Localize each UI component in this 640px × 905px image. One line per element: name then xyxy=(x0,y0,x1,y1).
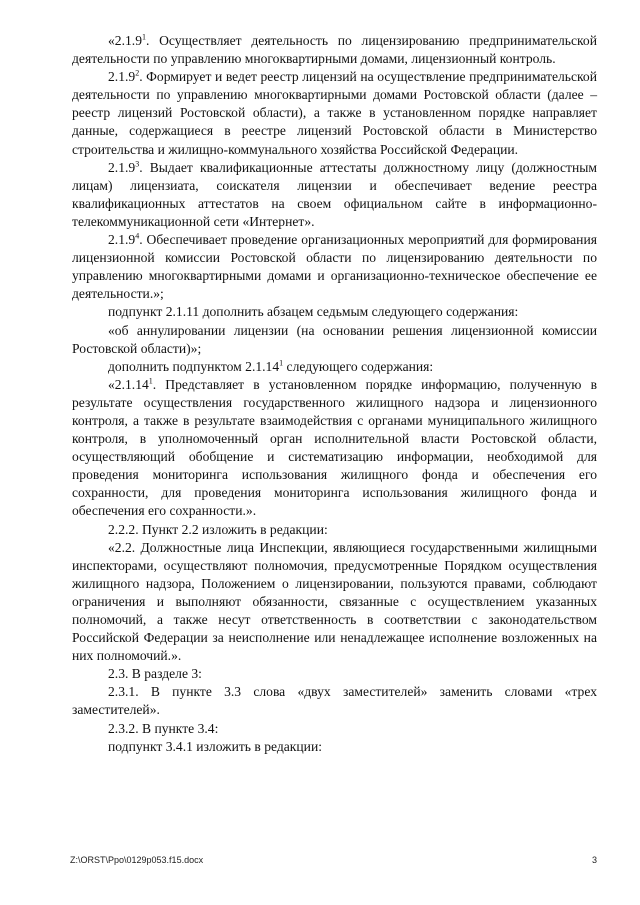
paragraph-2-3-1: 2.3.1. В пункте 3.3 слова «двух заместителей» заменить словами «трех заместителей». xyxy=(72,684,597,718)
paragraph-2-2-2: 2.2.2. Пункт 2.2 изложить в редакции: xyxy=(108,521,328,537)
file-path: Z:\ORST\Ppo\0129p053.f15.docx xyxy=(70,855,204,865)
page-footer xyxy=(70,855,597,865)
paragraph-2-1-9-2: 2.1.9$^2$. Формирует и ведет реестр лицензий на осуществление предпринимательской деятельности по управлению многоквартирными домами Ростовской области (далее – реестр лицензий Ростовской области), а также в установленном порядке направляет данные, содержащиеся в реестре лицензий Ростовской области в Министерство строительства и жилищно-коммунального хозяйства Российской Федерации. xyxy=(72,68,597,157)
paragraph-2-3: 2.3. В разделе 3: xyxy=(108,666,202,682)
paragraph-3-4-1: подпункт 3.4.1 изложить в редакции: xyxy=(108,738,323,754)
paragraph-subpoint-2-1-11: подпункт 2.1.11 дополнить абзацем седьмым следующего содержания: xyxy=(108,304,519,320)
paragraph-2-3-2: 2.3.2. В пункте 3.4: xyxy=(108,720,219,736)
paragraph-2-1-9-1: «2.1.9$^1$. Осуществляет деятельность по лицензированию предпринимательской деятельности по управлению многоквартирными домами, лицензионный контроль. xyxy=(72,32,597,67)
paragraph-2-1-9-4: 2.1.9$^4$. Обеспечивает проведение организационных мероприятий для формирования лицензионной комиссии Ростовской области по лицензированию деятельности по управлению многоквартирными домами и организационно-техническое обеспечение ее деятельности.»; xyxy=(72,231,597,302)
paragraph-2-2: «2.2. Должностные лица Инспекции, являющиеся государственными жилищными инспекторами, осуществляют полномочия, предусмотренные Порядком осуществления жилищного надзора, Положением о лицензировании, пользуются правами, соблюдают ограничения и выполняют обязанности, связанные с осуществлением указанных полномочий, а также несут ответственность в соответствии с законодательством Российской Федерации за неисполнение или ненадлежащее исполнение возложенных на них полномочий.». xyxy=(72,539,597,664)
document-body xyxy=(72,32,597,756)
paragraph-add-2-1-14-1: дополнить подпунктом 2.1.14$^1$ следующего содержания: xyxy=(108,358,434,374)
paragraph-2-1-9-3: 2.1.9$^3$. Выдает квалификационные аттестаты должностному лицу (должностным лицам) лицензиата, соискателя лицензии и обеспечивает ведение реестра квалификационных аттестатов на своем официальном сайте в информационно-телекоммуникационной сети «Интернет». xyxy=(72,159,597,229)
paragraph-2-1-14-1: «2.1.14$^1$. Представляет в установленном порядке информацию, полученную в результате осуществления государственного жилищного надзора и лицензионного контроля, а также в результате взаимодействия с органами муниципального жилищного контроля, в уполномоченный орган исполнительной власти Ростовской области, осуществляющий обобщение и систематизацию информации, необходимой для проведения мониторинга использования жилищного фонда и обеспечения его сохранности, для проведения мониторинга использования жилищного фонда и обеспечения его сохранности.». xyxy=(72,376,597,519)
paragraph-annulment: «об аннулировании лицензии (на основании решения лицензионной комиссии Ростовской области)»; xyxy=(72,322,597,356)
page-number: 3 xyxy=(591,855,597,865)
